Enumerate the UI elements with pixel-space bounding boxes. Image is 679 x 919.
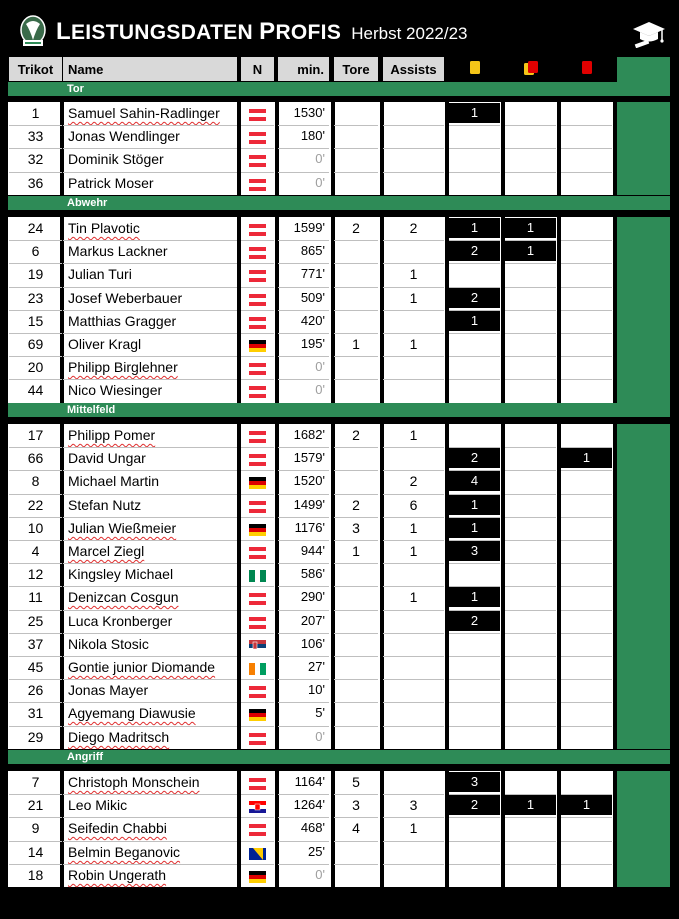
jersey-number: 69 xyxy=(27,336,44,352)
goals-value: 2 xyxy=(352,497,360,513)
minutes-played: 1579' xyxy=(293,450,325,465)
jersey-number: 37 xyxy=(27,636,44,652)
ivory-coast-flag-icon xyxy=(249,662,266,674)
season-subtitle: Herbst 2022/23 xyxy=(351,24,468,43)
assists-value xyxy=(383,447,444,470)
player-name xyxy=(68,424,237,447)
assists-value xyxy=(383,841,444,864)
goals-value: 3 xyxy=(352,520,360,536)
goals-value: 2 xyxy=(352,427,360,443)
yellow-cards-value: 1 xyxy=(449,495,500,515)
player-name xyxy=(68,287,237,310)
austria-flag-icon xyxy=(249,246,266,258)
serbia-flag-icon xyxy=(249,639,266,651)
player-name-text: Oliver Kragl xyxy=(68,336,142,352)
yellow-cards-value: 3 xyxy=(449,541,500,561)
goals-value xyxy=(334,586,378,609)
yellow-cards-value: 1 xyxy=(449,518,500,538)
jersey-number: 6 xyxy=(31,243,40,259)
player-name-text: Patrick Moser xyxy=(68,175,154,191)
player-name-text: Luca Kronberger xyxy=(68,613,173,629)
header-bar xyxy=(6,6,672,54)
player-name-text: Nico Wiesinger xyxy=(68,382,163,398)
minutes-played: 10' xyxy=(308,682,325,697)
minutes-played: 586' xyxy=(300,566,325,581)
player-name-text: Michael Martin xyxy=(68,473,160,489)
minutes-played: 290' xyxy=(300,589,325,604)
minutes-played: 25' xyxy=(308,844,325,859)
player-name xyxy=(68,240,237,263)
minutes-played: 0' xyxy=(315,151,325,166)
goals-value: 4 xyxy=(352,820,360,836)
player-name xyxy=(68,148,237,171)
jersey-number: 12 xyxy=(27,566,44,582)
assists-value xyxy=(383,726,444,749)
section-green-strip xyxy=(617,102,670,195)
col-header-yellow xyxy=(449,57,500,81)
goals-value xyxy=(334,563,378,586)
austria-flag-icon xyxy=(249,385,266,397)
assists-value xyxy=(383,356,444,379)
assists-value xyxy=(383,563,444,586)
jersey-number: 32 xyxy=(27,151,44,167)
assists-value xyxy=(383,240,444,263)
player-name xyxy=(68,610,237,633)
austria-flag-icon xyxy=(249,154,266,166)
minutes-played: 0' xyxy=(315,729,325,744)
section-green-strip xyxy=(617,217,670,403)
player-name xyxy=(68,310,237,333)
austria-flag-icon xyxy=(249,131,266,143)
austria-flag-icon xyxy=(249,500,266,512)
jersey-number: 36 xyxy=(27,175,44,191)
assists-value xyxy=(383,148,444,171)
red-cards-value: 1 xyxy=(561,448,612,468)
goals-value xyxy=(334,379,378,402)
player-name xyxy=(68,841,237,864)
minutes-played: 468' xyxy=(300,820,325,835)
jersey-number: 66 xyxy=(27,450,44,466)
austria-flag-icon xyxy=(249,316,266,328)
yellow-cards-value: 1 xyxy=(449,587,500,607)
player-name-text: Julian Wießmeier xyxy=(68,520,177,536)
assists-value: 2 xyxy=(409,473,418,489)
jersey-number: 45 xyxy=(27,659,44,675)
assists-value: 2 xyxy=(409,220,418,236)
austria-flag-icon xyxy=(249,430,266,442)
player-name-text: Julian Turi xyxy=(68,266,132,282)
section-bar-left xyxy=(8,196,63,210)
player-name-text: Jonas Wendlinger xyxy=(68,128,180,144)
austria-flag-icon xyxy=(249,362,266,374)
austria-flag-icon xyxy=(249,293,266,305)
player-name-text: Philipp Pomer xyxy=(68,427,156,443)
section-green-cap xyxy=(617,750,670,764)
player-name-text: Matthias Gragger xyxy=(68,313,177,329)
goals-value xyxy=(334,240,378,263)
player-name xyxy=(68,447,237,470)
assists-value: 1 xyxy=(409,290,418,306)
jersey-number: 31 xyxy=(27,705,44,721)
assists-value xyxy=(383,310,444,333)
goals-value xyxy=(334,148,378,171)
player-name-text: Philipp Birglehner xyxy=(68,359,178,375)
minutes-played: 1520' xyxy=(293,473,325,488)
player-name-text: Nikola Stosic xyxy=(68,636,149,652)
col-header-red xyxy=(561,57,612,81)
player-name xyxy=(68,563,237,586)
player-name-text: Jonas Mayer xyxy=(68,682,149,698)
germany-flag-icon xyxy=(249,708,266,720)
austria-flag-icon xyxy=(249,453,266,465)
austria-flag-icon xyxy=(249,223,266,235)
goals-value xyxy=(334,287,378,310)
player-name-text: Seifedin Chabbi xyxy=(68,820,167,836)
yellow-cards-value: 2 xyxy=(449,288,500,308)
player-name xyxy=(68,494,237,517)
assists-value: 3 xyxy=(409,797,418,813)
player-name xyxy=(68,817,237,840)
player-name-text: Agyemang Diawusie xyxy=(68,705,196,721)
red-cards-value: 1 xyxy=(561,795,612,815)
section-green-cap xyxy=(617,403,670,417)
col-header-yr xyxy=(505,57,556,81)
jersey-number: 14 xyxy=(27,844,44,860)
section-green-cap xyxy=(617,82,670,96)
goals-value xyxy=(334,125,378,148)
austria-flag-icon xyxy=(249,732,266,744)
jersey-number: 10 xyxy=(27,520,44,536)
yellow-cards-value: 3 xyxy=(449,772,500,792)
germany-flag-icon xyxy=(249,339,266,351)
germany-flag-icon xyxy=(249,523,266,535)
jersey-number: 22 xyxy=(27,497,44,513)
minutes-played: 944' xyxy=(300,543,325,558)
section-bar-left xyxy=(8,82,63,96)
section-green-strip xyxy=(617,771,670,887)
player-name xyxy=(68,540,237,563)
jersey-number: 26 xyxy=(27,682,44,698)
assists-value: 1 xyxy=(409,427,418,443)
goals-value: 1 xyxy=(352,543,360,559)
section-title-tor: Tor xyxy=(63,82,618,96)
section-green-strip xyxy=(617,424,670,749)
player-name xyxy=(68,726,237,749)
assists-value xyxy=(383,864,444,887)
player-name xyxy=(68,217,237,240)
footer-bar xyxy=(8,888,670,914)
player-name xyxy=(68,263,237,286)
yellow-card-icon xyxy=(469,60,481,78)
jersey-number: 18 xyxy=(27,867,44,883)
yellow-cards-value: 1 xyxy=(449,103,500,123)
austria-flag-icon xyxy=(249,592,266,604)
section-title-mittelfeld: Mittelfeld xyxy=(63,403,618,417)
jersey-number: 1 xyxy=(31,105,40,121)
jersey-number: 19 xyxy=(27,266,44,282)
player-name xyxy=(68,771,237,794)
section-bar-left xyxy=(8,750,63,764)
assists-value xyxy=(383,610,444,633)
austria-flag-icon xyxy=(249,823,266,835)
assists-value xyxy=(383,679,444,702)
player-name-text: Kingsley Michael xyxy=(68,566,174,582)
player-name-text: Marcel Ziegl xyxy=(68,543,145,559)
goals-value xyxy=(334,447,378,470)
minutes-played: 509' xyxy=(300,290,325,305)
player-name xyxy=(68,864,237,887)
player-name xyxy=(68,102,237,125)
page-title: LEISTUNGSDATEN PROFIS Herbst 2022/23 xyxy=(56,18,468,45)
player-name-text: Samuel Sahin-Radlinger xyxy=(68,105,220,121)
assists-value xyxy=(383,702,444,725)
goals-value xyxy=(334,102,378,125)
yellow-cards-value: 1 xyxy=(449,218,500,238)
minutes-played: 207' xyxy=(300,613,325,628)
minutes-played: 420' xyxy=(300,313,325,328)
assists-value xyxy=(383,125,444,148)
jersey-number: 44 xyxy=(27,382,44,398)
col-header-name: Name xyxy=(63,57,237,81)
goals-value: 2 xyxy=(352,220,360,236)
player-name-text: Robin Ungerath xyxy=(68,867,167,883)
assists-value: 6 xyxy=(409,497,418,513)
player-name-text: David Ungar xyxy=(68,450,146,466)
jersey-number: 8 xyxy=(31,473,40,489)
assists-value: 1 xyxy=(409,820,418,836)
assists-value xyxy=(383,379,444,402)
goals-value: 1 xyxy=(352,336,360,352)
yellow-cards-value: 2 xyxy=(449,795,500,815)
minutes-played: 1264' xyxy=(293,797,325,812)
yellow-cards-value: 2 xyxy=(449,448,500,468)
yellow-cards-value: 4 xyxy=(449,471,500,491)
minutes-played: 865' xyxy=(300,243,325,258)
player-name-text: Tin Plavotic xyxy=(68,220,140,236)
assists-value: 1 xyxy=(409,336,418,352)
germany-flag-icon xyxy=(249,870,266,882)
goals-value xyxy=(334,679,378,702)
yellow-cards-value: 2 xyxy=(449,611,500,631)
section-green-cap xyxy=(617,196,670,210)
minutes-played: 0' xyxy=(315,867,325,882)
goals-value xyxy=(334,864,378,887)
austria-flag-icon xyxy=(249,616,266,628)
assists-value xyxy=(383,102,444,125)
minutes-played: 0' xyxy=(315,382,325,397)
red-card-icon xyxy=(581,60,593,78)
minutes-played: 1176' xyxy=(294,520,325,535)
player-name-text: Gontie junior Diomande xyxy=(68,659,216,675)
goals-value xyxy=(334,633,378,656)
player-name-text: Leo Mikic xyxy=(68,797,128,813)
minutes-played: 106' xyxy=(300,636,325,651)
goals-value xyxy=(334,356,378,379)
goals-value: 3 xyxy=(352,797,360,813)
player-name xyxy=(68,125,237,148)
assists-value: 1 xyxy=(409,589,418,605)
player-name-text: Belmin Beganovic xyxy=(68,844,181,860)
assists-value xyxy=(383,172,444,195)
austria-flag-icon xyxy=(249,108,266,120)
minutes-played: 0' xyxy=(315,359,325,374)
player-name xyxy=(68,470,237,493)
jersey-number: 20 xyxy=(27,359,44,375)
austria-flag-icon xyxy=(249,685,266,697)
section-title-angriff: Angriff xyxy=(63,750,618,764)
jersey-number: 25 xyxy=(27,613,44,629)
player-name-text: Christoph Monschein xyxy=(68,774,200,790)
player-name xyxy=(68,586,237,609)
goals-value xyxy=(334,263,378,286)
yellow-cards-value: 1 xyxy=(449,311,500,331)
assists-value xyxy=(383,771,444,794)
jersey-number: 23 xyxy=(27,290,44,306)
minutes-played: 1599' xyxy=(293,220,325,235)
player-name xyxy=(68,379,237,402)
assists-value: 1 xyxy=(409,543,418,559)
jersey-number: 7 xyxy=(31,774,40,790)
jersey-number: 9 xyxy=(31,820,40,836)
club-crest-icon xyxy=(18,14,48,48)
germany-flag-icon xyxy=(249,476,266,488)
jersey-number: 29 xyxy=(27,729,44,745)
player-name-text: Stefan Nutz xyxy=(68,497,142,513)
assists-value: 1 xyxy=(409,520,418,536)
col-header-minutes: min. xyxy=(278,57,329,81)
player-name-text: Denizcan Cosgun xyxy=(68,589,179,605)
player-name-text: Markus Lackner xyxy=(68,243,168,259)
player-name-text: Dominik Stöger xyxy=(68,151,164,167)
section-bar-left xyxy=(8,403,63,417)
yellow-red-cards-value: 1 xyxy=(505,241,556,261)
player-name xyxy=(68,656,237,679)
jersey-number: 4 xyxy=(31,543,40,559)
jersey-number: 11 xyxy=(28,589,43,605)
bosnia-flag-icon xyxy=(249,847,266,859)
goals-value xyxy=(334,610,378,633)
player-name xyxy=(68,702,237,725)
minutes-played: 195' xyxy=(300,336,325,351)
jersey-number: 17 xyxy=(27,427,44,443)
minutes-played: 1499' xyxy=(293,497,325,512)
austria-flag-icon xyxy=(249,546,266,558)
graduation-cap-icon xyxy=(631,18,667,48)
yellow-red-cards-value: 1 xyxy=(505,795,556,815)
minutes-played: 5' xyxy=(315,705,325,720)
minutes-played: 1530' xyxy=(293,105,325,120)
goals-value xyxy=(334,310,378,333)
player-name xyxy=(68,517,237,540)
jersey-number: 21 xyxy=(27,797,44,813)
goals-value xyxy=(334,656,378,679)
minutes-played: 180' xyxy=(300,128,325,143)
austria-flag-icon xyxy=(249,269,266,281)
croatia-flag-icon xyxy=(249,800,266,812)
minutes-played: 1164' xyxy=(294,774,325,789)
player-name-text: Josef Weberbauer xyxy=(68,290,183,306)
yellow-cards-value: 2 xyxy=(449,241,500,261)
minutes-played: 771' xyxy=(300,266,325,281)
player-name xyxy=(68,679,237,702)
minutes-played: 0' xyxy=(315,175,325,190)
assists-value: 1 xyxy=(409,266,418,282)
goals-value xyxy=(334,172,378,195)
jersey-number: 15 xyxy=(27,313,44,329)
col-header-nation: N xyxy=(241,57,274,81)
yellow-red-cards-value: 1 xyxy=(505,218,556,238)
goals-value: 5 xyxy=(352,774,360,790)
player-name xyxy=(68,172,237,195)
assists-value xyxy=(383,656,444,679)
player-name xyxy=(68,333,237,356)
nigeria-flag-icon xyxy=(249,569,266,581)
jersey-number: 24 xyxy=(27,220,44,236)
austria-flag-icon xyxy=(249,178,266,190)
goals-value xyxy=(334,470,378,493)
austria-flag-icon xyxy=(249,777,266,789)
minutes-played: 1682' xyxy=(293,427,325,442)
jersey-number: 33 xyxy=(27,128,44,144)
col-header-assists: Assists xyxy=(383,57,444,81)
goals-value xyxy=(334,726,378,749)
player-name xyxy=(68,356,237,379)
yellow-red-card-icon xyxy=(523,60,539,79)
section-title-abwehr: Abwehr xyxy=(63,196,618,210)
col-header-goals: Tore xyxy=(334,57,378,81)
assists-value xyxy=(383,633,444,656)
player-name-text: Diego Madritsch xyxy=(68,729,170,745)
minutes-played: 27' xyxy=(308,659,325,674)
goals-value xyxy=(334,702,378,725)
player-name xyxy=(68,794,237,817)
col-header-trikot: Trikot xyxy=(9,57,62,81)
player-name xyxy=(68,633,237,656)
goals-value xyxy=(334,841,378,864)
